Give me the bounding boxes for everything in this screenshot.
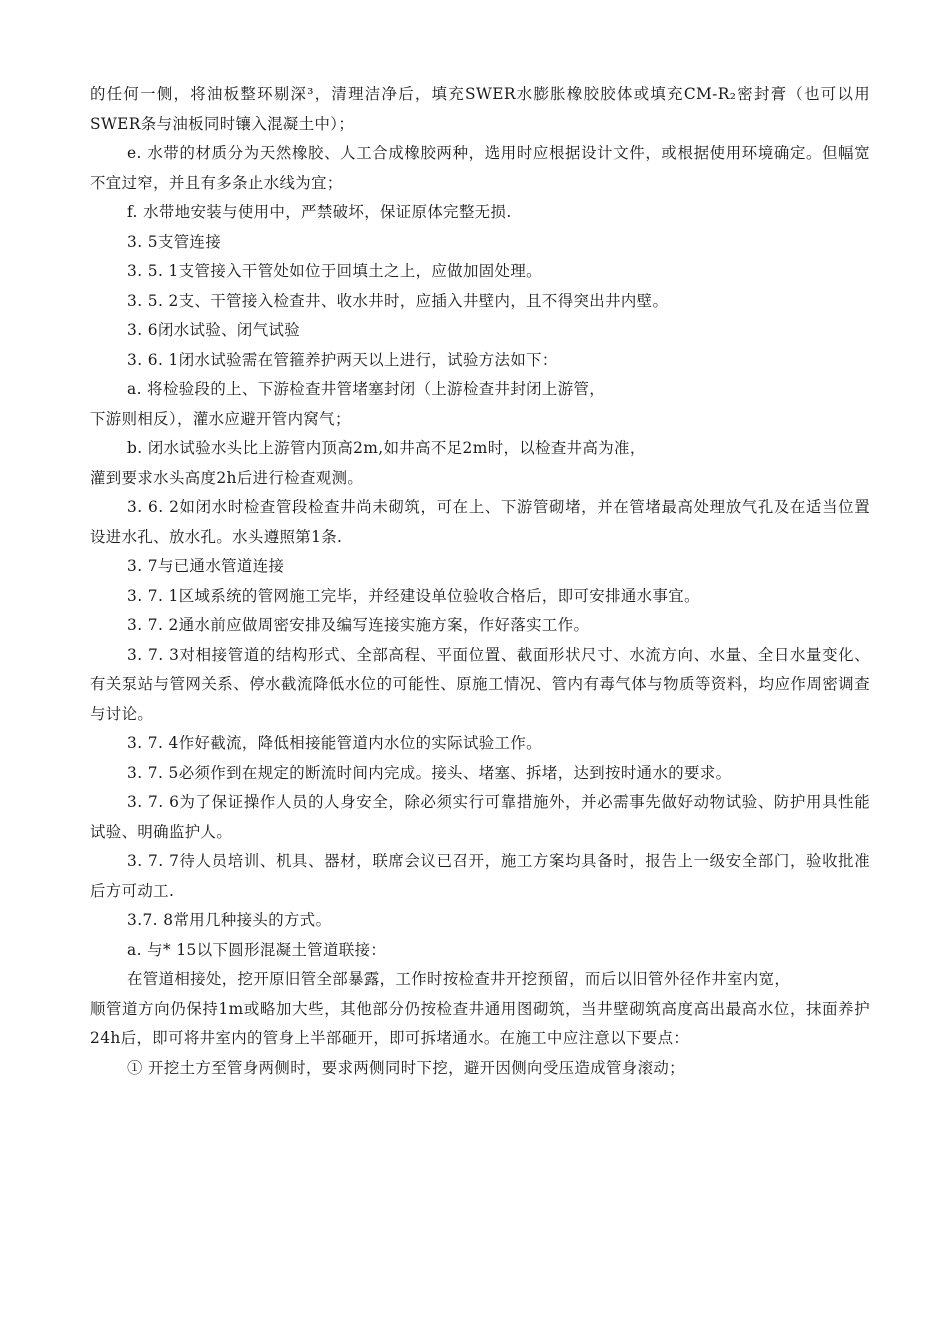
paragraph: 3. 6. 1闭水试验需在管箍养护两天以上进行，试验方法如下： bbox=[127, 350, 558, 369]
paragraph: 在管道相接处，挖开原旧管全部暴露，工作时按检查井开挖预留，而后以旧管外径作井室内宽， bbox=[127, 970, 791, 988]
paragraph: 3. 7. 4作好截流，降低相接能管道内水位的实际试验工作。 bbox=[127, 734, 542, 752]
paragraph: f. 水带地安装与使用中，严禁破坏，保证原体完整无损. bbox=[127, 203, 512, 221]
paragraph: 3. 7. 5必须作到在规定的断流时间内完成。接头、堵塞、拆堵，达到按时通水的要求。 bbox=[127, 763, 732, 782]
section-heading: 3. 7与已通水管道连接 bbox=[127, 557, 285, 575]
paragraph: 3. 6. 2如闭水时检查管段检查井尚未砌筑，可在上、下游管砌堵，并在管堵最高处理放气孔及在适当位置设进水孔、放水孔。水头遵照第1条. bbox=[90, 498, 870, 546]
paragraph: 顺管道方向仍保持1m或略加大些，其他部分仍按检查井通用图砌筑，当井壁砌筑高度高出最高水位，抹面养护24h后，即可将井室内的管身上半部砸开，即可拆堵通水。在施工中应注意以下要点： bbox=[90, 999, 870, 1047]
paragraph: ① 开挖土方至管身两侧时，要求两侧同时下挖，避开因侧向受压造成管身滚动； bbox=[127, 1058, 685, 1077]
paragraph: 3. 7. 2通水前应做周密安排及编写连接实施方案，作好落实工作。 bbox=[127, 616, 590, 634]
paragraph: 3.7. 8常用几种接头的方式。 bbox=[127, 911, 332, 929]
paragraph: 3. 7. 1区域系统的管网施工完毕，并经建设单位验收合格后，即可安排通水事宜。 bbox=[127, 586, 700, 605]
paragraph: 3. 7. 3对相接管道的结构形式、全部高程、平面位置、截面形状尺寸、水流方向、水量、全日水量变化、有关泵站与管网关系、停水截流降低水位的可能性、原施工情况、管内有毒气体与物质等资料，均应作周密调查与讨论。 bbox=[90, 645, 870, 723]
document-page bbox=[90, 80, 870, 1083]
paragraph: a. 将检验段的上、下游检查井管堵塞封闭（上游检查井封闭上游管， bbox=[127, 380, 606, 398]
paragraph: 下游则相反），灌水应避开管内窝气； bbox=[90, 409, 351, 428]
section-heading: 3. 6闭水试验、闭气试验 bbox=[127, 321, 301, 339]
paragraph: 的任何一侧，将油板整环剔深³，清理洁净后，填充SWER水膨胀橡胶胶体或填充CM-R₂密封膏（也可以用SWER条与油板同时镶入混凝土中）； bbox=[90, 85, 870, 133]
paragraph: a. 与* 15以下圆形混凝土管道联接： bbox=[127, 940, 387, 959]
paragraph: 3. 7. 7待人员培训、机具、器材，联席会议已召开，施工方案均具备时，报告上一级安全部门，验收批准后方可动工. bbox=[90, 852, 870, 900]
paragraph: b. 闭水试验水头比上游管内顶高2m,如井高不足2m时，以检查井高为准， bbox=[127, 439, 646, 457]
section-heading: 3. 5支管连接 bbox=[127, 232, 222, 251]
paragraph: 3. 5. 1支管接入干管处如位于回填土之上，应做加固处理。 bbox=[127, 262, 542, 280]
paragraph: e. 水带的材质分为天然橡胶、人工合成橡胶两种，选用时应根据设计文件，或根据使用环境确定。但幅宽不宜过窄，并且有多条止水线为宜； bbox=[90, 144, 870, 192]
paragraph: 3. 7. 6为了保证操作人员的人身安全，除必须实行可靠措施外，并必需事先做好动物试验、防护用具性能试验、明确监护人。 bbox=[90, 793, 870, 841]
paragraph: 3. 5. 2支、干管接入检查井、收水井时，应插入井壁内，且不得突出井内壁。 bbox=[127, 291, 669, 310]
paragraph: 灌到要求水头高度2h后进行检查观测。 bbox=[90, 468, 364, 487]
